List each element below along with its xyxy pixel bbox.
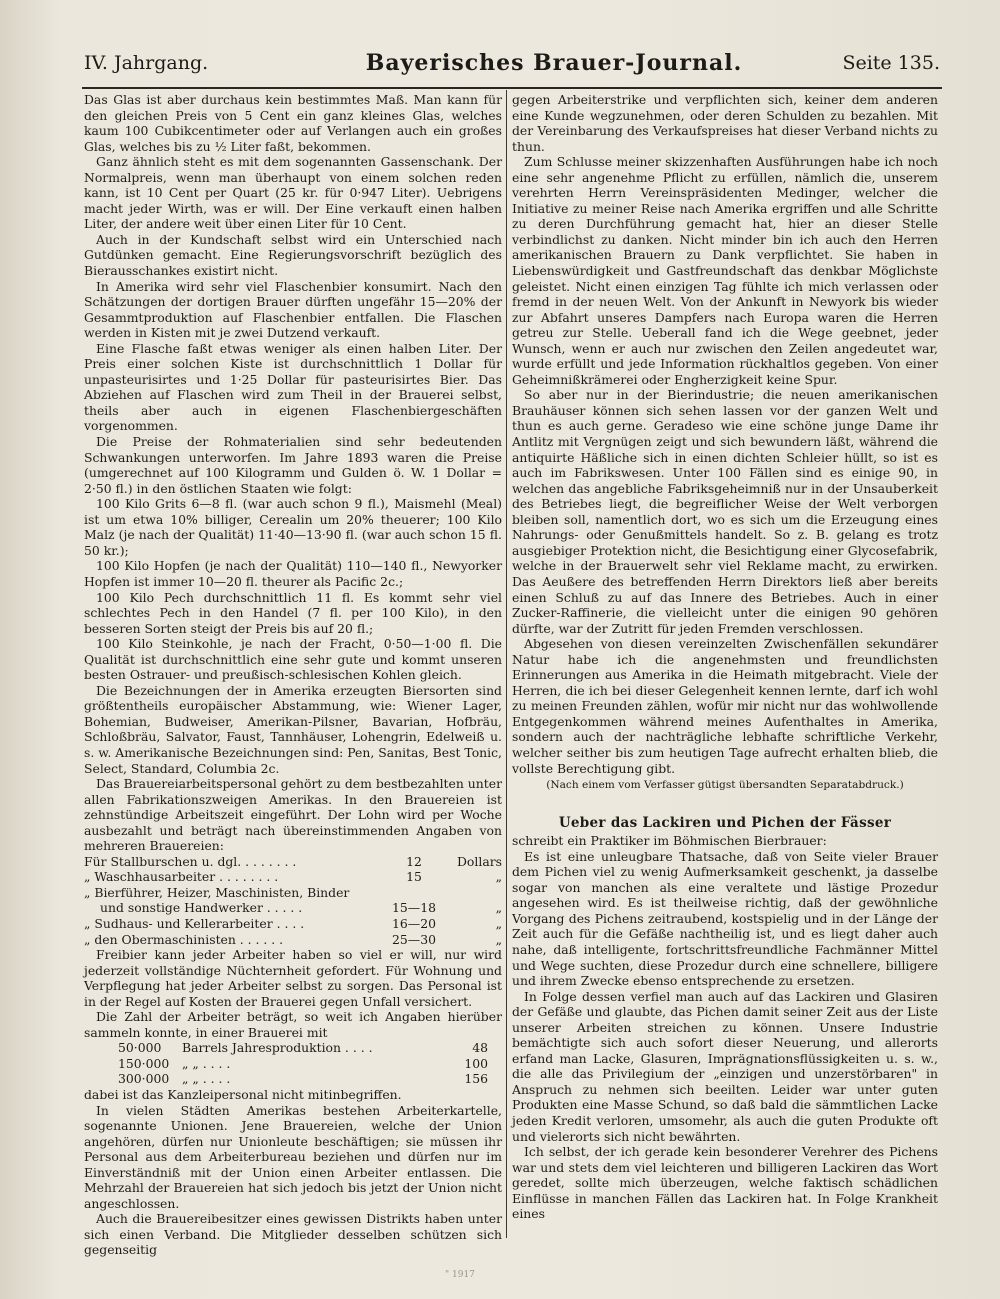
wage-unit: „ <box>495 931 502 947</box>
paragraph: schreibt ein Praktiker im Böhmischen Bierbrauer: <box>512 833 827 849</box>
production-text: „ „ . . . . <box>182 1071 231 1087</box>
paragraph: Auch die Brauereibesitzer eines gewissen Distrikts haben unter sich einen Verband. Die Mitglieder desselben schützen sich gegenseitig <box>84 1211 502 1258</box>
wage-label: und sonstige Handwerker . . . . . <box>100 900 303 916</box>
worker-count: 100 <box>464 1055 488 1071</box>
paragraph: Das Brauereiarbeitspersonal gehört zu dem bestbezahlten unter allen Fabrikationszweigen Amerikas. In den Brauereien ist zehnstündige Arbeitszeit eingeführt. Der Lohn wird per Woche ausbezahlt und beträgt nach übereinstimmenden Angaben von mehreren Brauereien: <box>84 776 502 854</box>
paragraph: 100 Kilo Steinkohle, je nach der Fracht, 0·50—1·00 fl. Die Qualität ist durchschnittlich eine sehr gute und kommt unseren besten Ostrauer- und preußisch-schlesischen Kohlen gleich. <box>84 636 502 683</box>
production-row <box>84 1071 502 1087</box>
wage-row <box>84 900 502 916</box>
wage-amount: 15 <box>406 869 422 885</box>
paragraph: In Folge dessen verfiel man auch auf das Lackiren und Glasiren der Gefäße und glaubte, das Pichen damit seiner Zeit aus der Liste unserer Arbeiten streichen zu können. Unsere Industrie bemächtigte sich auch sofort dieser Neuerung, und allerorts erfand man Lacke, Glasuren, Imprägnationsflüssigkeiten u. s. w., die alle das Privilegium der „einzigen und unzerstörbaren" in Anspruch zu nehmen sich beeilten. Leider war unter guten Produkten eine Masse Schund, so daß bald die sämmtlichen Lacke jeden Kredit verloren, umsomehr, als auch die guten Produkte oft und vielerorts sich nicht bewährten. <box>512 988 938 1144</box>
paragraph: gegen Arbeiterstrike und verpflichten sich, keiner dem anderen eine Kunde wegzunehmen, oder deren Schulden zu bezahlen. Mit der Vereinbarung des Verkaufspreises hat dieser Verband nichts zu thun. <box>512 92 938 154</box>
paragraph: Es ist eine unleugbare Thatsache, daß von Seite vieler Brauer dem Pichen viel zu wenig Aufmerksamkeit geschenkt, ja dasselbe sogar von manchen als eine veraltete und lästige Prozedur angesehen wird. Es ist theilweise richtig, daß der gewöhnliche Vorgang des Pichens zeitraubend, kostspielig und in der Länge der Zeit auch für die Gefäße nachtheilig ist, und es liegt daher auch nahe, daß intelligente, fortschrittsfreundliche Fachmänner Mittel und Wege suchten, diese Prozedur durch eine schnellere, billigere und ihrem Zwecke ebenso entsprechende zu ersetzen. <box>512 848 938 989</box>
wage-amount: 12 <box>406 853 422 869</box>
paragraph: In Amerika wird sehr viel Flaschenbier konsumirt. Nach den Schätzungen der dortigen Brauer dürften ungefähr 15—20% der Gesammtproduktion auf Flaschenbier entfallen. Die Flaschen werden in Kisten mit je zwei Dutzend verkauft. <box>84 278 502 341</box>
paragraph: In vielen Städten Amerikas bestehen Arbeiterkartelle, sogenannte Unionen. Jene Brauereien, welche der Union angehören, dürfen nur Unionleute beschäftigen; sie müssen ihr Personal aus dem Arbeiterbureau beziehen und dürfen nur im Einverständniß mit der Union einen Arbeiter entlassen. Die Mehrzahl der Brauereien hat sich jedoch bis jetzt der Union nicht angeschlossen. <box>84 1102 502 1211</box>
paragraph: Freibier kann jeder Arbeiter haben so viel er will, nur wird jederzeit vollständige Nüchternheit gefordert. Für Wohnung und Verpflegung hat jeder Arbeiter selbst zu sorgen. Das Personal ist in der Regel auf Kosten der Brauerei gegen Unfall versichert. <box>84 947 502 1009</box>
wage-unit <box>454 885 502 901</box>
worker-count: 48 <box>472 1040 488 1056</box>
paragraph: So aber nur in der Bierindustrie; die neuen amerikanischen Brauhäuser können sich sehen lassen vor der ganzen Welt und thun es auch gerne. Geradeso wie eine schöne junge Dame ihr Antlitz mit Vergnügen zeigt und sich bewundern läßt, während die antiquirte Häßliche sich in einen dichten Schleier hüllt, so ist es auch im Fabrikswesen. Unter 100 Fällen sind es einige 90, in welchen das angebliche Fabriksgeheimniß nur in der Unsauberkeit des Betriebes liegt, die begreiflicher Weise der Welt verborgen bleiben soll, namentlich dort, wo es sich um die Erzeugung eines Nahrungs- oder Genußmittels handelt. So z. B. gelang es trotz ausgiebiger Protektion nicht, die Besichtigung einer Glycosefabrik, welche in der Brauerwelt sehr viel Reklame macht, zu erwirken. Das Aeußere des betreffenden Herrn Direktors ließ aber bereits einen Schluß zu auf das Innere des Betriebes. Auch in einer Zucker-Raffinerie, die vielleicht unter die einigen 90 gehören dürfte, war der Zutritt für jeden Fremden verschlossen. <box>512 387 938 636</box>
left-column <box>84 92 502 1258</box>
wage-unit: „ <box>495 900 502 916</box>
paragraph: dabei ist das Kanzleipersonal nicht mitinbegriffen. <box>84 1087 402 1102</box>
header-rule <box>82 87 942 89</box>
wage-label: „ den Obermaschinisten . . . . . . <box>84 931 284 947</box>
journal-title: Bayerisches Brauer-Journal. <box>365 50 743 76</box>
paragraph: 100 Kilo Hopfen (je nach der Qualität) 110—140 fl., Newyorker Hopfen ist immer 10—20 fl. theurer als Pacific 2c.; <box>84 558 502 589</box>
column-divider <box>506 90 507 1238</box>
wage-label: „ Waschhausarbeiter . . . . . . . . <box>84 869 279 885</box>
wage-unit: „ <box>495 869 502 885</box>
production-row <box>84 1056 502 1072</box>
wage-amount: 15—18 <box>392 900 436 916</box>
wage-unit: Dollars <box>457 853 502 869</box>
wage-row <box>84 932 502 948</box>
production-amount: 150·000 <box>118 1055 170 1071</box>
paragraph: Zum Schlusse meiner skizzenhaften Ausführungen habe ich noch eine sehr angenehme Pflicht zu erfüllen, nämlich die, unserem verehrten Herrn Vereinspräsidenten Medinger, welcher die Initiative zu meiner Reise nach Amerika ergriffen und alle Schritte zu deren Durchführung gemacht hat, hier an dieser Stelle verbindlichst zu danken. Nicht minder bin ich auch den Herren amerikanischen Brauern zu Dank verpflichtet. Sie haben in Liebenswürdigkeit und Gastfreundschaft das denkbar Möglichste geleistet. Nicht einen einzigen Tag fühlte ich mich verlassen oder fremd in der neuen Welt. Von der Ankunft in Newyork bis wieder zur Abfahrt unseres Dampfers nach Europa waren die Herren getreu zur Stelle. Ueberall fand ich die Wege geebnet, jeder Wunsch, wenn er auch nur zwischen den Zeilen angedeutet war, wurde erfüllt und jede Information rückhaltlos gegeben. Von einer Geheimnißkrämerei oder Engherzigkeit keine Spur. <box>512 154 938 387</box>
paragraph: Eine Flasche faßt etwas weniger als einen halben Liter. Der Preis einer solchen Kiste ist durchschnittlich 1 Dollar für unpasteurisirtes und 1·25 Dollar für pasteurisirtes Bier. Das Abziehen auf Flaschen wird zum Theil in der Brauerei selbst, theils aber auch in eigenen Flaschenbiergeschäften vorgenommen. <box>84 340 502 434</box>
wage-amount: 25—30 <box>392 931 436 947</box>
paragraph: Abgesehen von diesen vereinzelten Zwischenfällen sekundärer Natur habe ich die angenehmsten und freundlichsten Erinnerungen aus Amerika in die Heimath mitgebracht. Viele der Herren, die ich bei dieser Gelegenheit kennen lernte, darf ich wohl zu meinen Freunden zählen, wofür mir nicht nur das wohlwollende Entgegenkommen während meines Aufenthaltes in Amerika, sondern auch der nachträgliche lebhafte schriftliche Verkehr, welcher seither bis zum heutigen Tage aufrecht erhalten blieb, die vollste Berechtigung gibt. <box>512 636 938 776</box>
worker-count: 156 <box>464 1071 488 1087</box>
page-header <box>84 50 940 84</box>
source-note: (Nach einem vom Verfasser gütigst übersandten Separatabdruck.) <box>546 779 904 792</box>
paragraph: 100 Kilo Grits 6—8 fl. (war auch schon 9 fl.), Maismehl (Meal) ist um etwa 10% billiger, Cerealin um 20% theuerer; 100 Kilo Malz (je nach der Qualität) 11·40—13·90 fl. (war auch schon 15 fl. 50 kr.); <box>84 496 502 558</box>
paragraph: Das Glas ist aber durchaus kein bestimmtes Maß. Man kann für den gleichen Preis von 5 Cent ein ganz kleines Glas, welches kaum 100 Cubikcentimeter oder auf Verlangen auch ein großes Glas, welches bis zu ½ Liter faßt, bekommen. <box>84 92 502 154</box>
wage-row <box>84 916 502 932</box>
wage-row <box>84 854 502 870</box>
production-text: Barrels Jahresproduktion . . . . <box>182 1040 373 1056</box>
paragraph: Die Bezeichnungen der in Amerika erzeugten Biersorten sind größtentheils europäischer Abstammung, wie: Wiener Lager, Bohemian, Budweiser, Amerikan-Pilsner, Bavarian, Hofbräu, Schloßbräu, Salvator, Faust, Tannhäuser, Lohengrin, Edelweiß u. s. w. Amerikanische Bezeichnungen sind: Pen, Sanitas, Best Tonic, Select, Standard, Columbia 2c. <box>84 682 502 776</box>
page-number: Seite 135. <box>842 52 940 74</box>
article-heading: Ueber das Lackiren und Pichen der Fässer <box>558 814 892 831</box>
paragraph: Auch in der Kundschaft selbst wird ein Unterschied nach Gutdünken gemacht. Eine Regierungsvorschrift bezüglich des Bierausschankes existirt nicht. <box>84 231 502 279</box>
production-table <box>84 1040 502 1087</box>
wage-label: „ Sudhaus- und Kellerarbeiter . . . . <box>84 915 305 931</box>
paragraph: Ich selbst, der ich gerade kein besonderer Verehrer des Pichens war und stets dem viel leichteren und billigeren Lackiren das Wort geredet, sollte mich überzeugen, welche faktisch schädlichen Einflüsse in manchen Fällen das Lackiren hat. In Folge Krankheit eines <box>512 1144 938 1222</box>
wage-amount: 16—20 <box>392 915 436 931</box>
right-column <box>512 92 938 1222</box>
wage-row <box>84 885 502 901</box>
page-mark: " 1917 <box>445 1270 475 1280</box>
wage-table <box>84 854 502 947</box>
wage-unit: „ <box>495 915 502 931</box>
volume-label: IV. Jahrgang. <box>84 52 209 74</box>
paragraph: Ganz ähnlich steht es mit dem sogenannten Gassenschank. Der Normalpreis, wenn man überhaupt von einem solchen reden kann, ist 10 Cent per Quart (25 kr. für 0·947 Liter). Uebrigens macht jeder Wirth, was er will. Der Eine verkauft einen halben Liter, der andere weit über einen Liter für 10 Cent. <box>84 154 502 232</box>
wage-label: „ Bierführer, Heizer, Maschinisten, Binder <box>84 884 350 900</box>
paragraph: Die Zahl der Arbeiter beträgt, so weit ich Angaben hierüber sammeln konnte, in einer Brauerei mit <box>84 1009 502 1040</box>
wage-row <box>84 869 502 885</box>
wage-amount <box>374 885 454 901</box>
paragraph: Die Preise der Rohmaterialien sind sehr bedeutenden Schwankungen unterworfen. Im Jahre 1893 waren die Preise (umgerechnet auf 100 Kilogramm und Gulden ö. W. 1 Dollar = 2·50 fl.) in den östlichen Staaten wie folgt: <box>84 434 502 496</box>
production-row <box>84 1040 502 1056</box>
production-amount: 300·000 <box>118 1071 170 1087</box>
paragraph: 100 Kilo Pech durchschnittlich 11 fl. Es kommt sehr viel schlechtes Pech in den Handel (7 fl. per 100 Kilo), in den besseren Sorten steigt der Preis bis auf 20 fl.; <box>84 589 502 636</box>
production-text: „ „ . . . . <box>182 1055 231 1071</box>
wage-label: Für Stallburschen u. dgl. . . . . . . . <box>84 853 297 869</box>
production-amount: 50·000 <box>118 1040 162 1056</box>
